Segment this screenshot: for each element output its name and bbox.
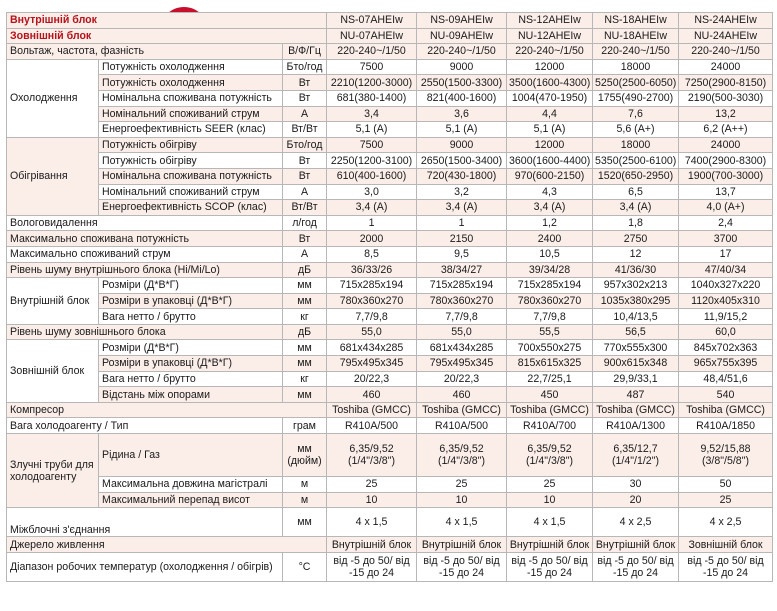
value-cell: 3,4 (A): [327, 200, 417, 216]
value-cell: 41/36/30: [593, 262, 679, 278]
unit-cell: мм: [283, 278, 327, 294]
unit-cell: Вт/Вт: [283, 122, 327, 138]
value-cell: 3500(1600-4300): [507, 75, 593, 91]
row-label: Вольтаж, частота, фазність: [7, 44, 283, 60]
unit-cell: дБ: [283, 262, 327, 278]
value-cell: 25: [679, 492, 773, 508]
value-cell: 13,7: [679, 184, 773, 200]
value-cell: 3,4 (A): [417, 200, 507, 216]
row-label: Енергоефективність SCOP (клас): [99, 200, 283, 216]
heating-row: [7, 168, 773, 184]
row-label: Потужність охолодження: [99, 75, 283, 91]
value-cell: 36/33/26: [327, 262, 417, 278]
value-cell: Toshiba (GMCC): [679, 402, 773, 418]
row-label: Номінальний споживаний струм: [99, 184, 283, 200]
refrigerant-row: [7, 418, 773, 434]
row-label: Рідина / Газ: [99, 434, 283, 477]
max-current-row: [7, 246, 773, 262]
value-cell: 3,4 (A): [507, 200, 593, 216]
value-cell: 60,0: [679, 324, 773, 340]
row-label: Вага нетто / брутто: [99, 309, 283, 325]
value-cell: 780x360x270: [507, 293, 593, 309]
value-cell: 55,0: [327, 324, 417, 340]
heating-group-label: Обігрівання: [7, 137, 99, 215]
value-cell: 8,5: [327, 246, 417, 262]
row-label: Вага холодоагенту / Тип: [7, 418, 283, 434]
unit-cell: А: [283, 106, 327, 122]
unit-cell: мм: [283, 340, 327, 356]
value-cell: 55,0: [417, 324, 507, 340]
value-cell: Toshiba (GMCC): [327, 402, 417, 418]
unit-cell: кг: [283, 371, 327, 387]
cooling-group-label: Охолодження: [7, 59, 99, 137]
indoor-model-cell: NS-18AHEIw: [593, 13, 679, 29]
value-cell: 20: [593, 492, 679, 508]
value-cell: 1900(700-3000): [679, 168, 773, 184]
value-cell: 2,4: [679, 215, 773, 231]
unit-cell: мм: [283, 387, 327, 403]
value-cell: 7,7/9,8: [327, 309, 417, 325]
value-cell: 18000: [593, 59, 679, 75]
value-cell: Внутрішній блок: [507, 537, 593, 553]
outdoor-model-cell: NU-07AHEIw: [327, 28, 417, 44]
outdoor-unit-row: [7, 387, 773, 403]
value-cell: 9,52/15,88 (3/8"/5/8"): [679, 434, 773, 477]
value-cell: 24000: [679, 137, 773, 153]
value-cell: Внутрішній блок: [327, 537, 417, 553]
value-cell: 2250(1200-3100): [327, 153, 417, 169]
heating-row: [7, 200, 773, 216]
value-cell: 1,2: [507, 215, 593, 231]
heating-row: [7, 153, 773, 169]
unit-cell: дБ: [283, 324, 327, 340]
pipes-max-length-row: [7, 477, 773, 493]
row-label: Діапазон робочих температур (охолодження / обігрів): [7, 552, 283, 581]
unit-cell: Бто/год: [283, 137, 327, 153]
unit-cell: Вт: [283, 90, 327, 106]
value-cell: 3,4 (A): [593, 200, 679, 216]
value-cell: 38/34/27: [417, 262, 507, 278]
value-cell: 720(430-1800): [417, 168, 507, 184]
value-cell: 3,4: [327, 106, 417, 122]
row-label: Рівень шуму внутрішнього блока (Hi/Mi/Lo): [7, 262, 283, 278]
value-cell: 460: [327, 387, 417, 403]
value-cell: 4 x 2,5: [679, 508, 773, 537]
unit-cell: Вт: [283, 75, 327, 91]
value-cell: 1120x405x310: [679, 293, 773, 309]
value-cell: 3600(1600-4400): [507, 153, 593, 169]
value-cell: 1,8: [593, 215, 679, 231]
value-cell: 220-240~/1/50: [417, 44, 507, 60]
temperature-range-row: [7, 552, 773, 581]
row-label: Вага нетто / брутто: [99, 371, 283, 387]
value-cell: 17: [679, 246, 773, 262]
value-cell: Toshiba (GMCC): [507, 402, 593, 418]
value-cell: 25: [507, 477, 593, 493]
value-cell: 24000: [679, 59, 773, 75]
row-label: Рівень шуму зовнішнього блока: [7, 324, 283, 340]
value-cell: Зовнішній блок: [679, 537, 773, 553]
value-cell: 12000: [507, 137, 593, 153]
value-cell: 681x434x285: [327, 340, 417, 356]
value-cell: 681(380-1400): [327, 90, 417, 106]
max-power-row: [7, 231, 773, 247]
indoor-noise-row: [7, 262, 773, 278]
value-cell: 1040x327x220: [679, 278, 773, 294]
value-cell: 6,35/12,7 (1/4"/1/2"): [593, 434, 679, 477]
value-cell: 50: [679, 477, 773, 493]
cooling-row: [7, 122, 773, 138]
row-label: Потужність обігріву: [99, 153, 283, 169]
value-cell: 220-240~/1/50: [327, 44, 417, 60]
value-cell: 6,35/9,52 (1/4"/3/8"): [507, 434, 593, 477]
value-cell: від -5 до 50/ від -15 до 24: [327, 552, 417, 581]
value-cell: Toshiba (GMCC): [593, 402, 679, 418]
value-cell: 780x360x270: [327, 293, 417, 309]
unit-cell: Бто/год: [283, 59, 327, 75]
value-cell: 7,7/9,8: [507, 309, 593, 325]
compressor-row: [7, 402, 773, 418]
value-cell: R410A/500: [417, 418, 507, 434]
value-cell: R410A/1300: [593, 418, 679, 434]
value-cell: 55,5: [507, 324, 593, 340]
value-cell: 10,5: [507, 246, 593, 262]
value-cell: 7,6: [593, 106, 679, 122]
value-cell: 540: [679, 387, 773, 403]
value-cell: 4 x 2,5: [593, 508, 679, 537]
row-label: Енергоефективність SEER (клас): [99, 122, 283, 138]
value-cell: 220-240~/1/50: [679, 44, 773, 60]
row-label: Номінальний споживаний струм: [99, 106, 283, 122]
value-cell: 5,6 (A+): [593, 122, 679, 138]
value-cell: 2650(1500-3400): [417, 153, 507, 169]
value-cell: 25: [417, 477, 507, 493]
outdoor-block-label: Зовнішній блок: [7, 28, 327, 44]
cooling-row: [7, 75, 773, 91]
value-cell: 10,4/13,5: [593, 309, 679, 325]
row-label: Максимально споживаний струм: [7, 246, 283, 262]
indoor-model-cell: NS-12AHEIw: [507, 13, 593, 29]
unit-cell: м: [283, 492, 327, 508]
indoor-unit-group-label: Внутрішній блок: [7, 278, 99, 325]
value-cell: 5250(2500-6050): [593, 75, 679, 91]
value-cell: 715x285x194: [327, 278, 417, 294]
row-label: Розміри (Д*В*Г): [99, 340, 283, 356]
dehumidification-row: [7, 215, 773, 231]
value-cell: 6,5: [593, 184, 679, 200]
value-cell: Toshiba (GMCC): [417, 402, 507, 418]
value-cell: 1520(650-2950): [593, 168, 679, 184]
value-cell: 9000: [417, 59, 507, 75]
value-cell: 795x495x345: [417, 356, 507, 372]
pipes-liquid-gas-row: [7, 434, 773, 477]
value-cell: 5,1 (A): [417, 122, 507, 138]
value-cell: 610(400-1600): [327, 168, 417, 184]
header-outdoor-row: [7, 28, 773, 44]
value-cell: 770x555x300: [593, 340, 679, 356]
value-cell: 2750: [593, 231, 679, 247]
indoor-block-label: Внутрішній блок: [7, 13, 327, 29]
value-cell: 681x434x285: [417, 340, 507, 356]
cooling-row: [7, 106, 773, 122]
value-cell: 795x495x345: [327, 356, 417, 372]
row-label: Номінальна споживана потужність: [99, 168, 283, 184]
row-label: Розміри в упаковці (Д*В*Г): [99, 356, 283, 372]
value-cell: 2190(500-3030): [679, 90, 773, 106]
value-cell: від -5 до 50/ від -15 до 24: [593, 552, 679, 581]
value-cell: 12: [593, 246, 679, 262]
row-label: Максимально споживана потужність: [7, 231, 283, 247]
indoor-model-cell: NS-07AHEIw: [327, 13, 417, 29]
unit-cell: В/Ф/Гц: [283, 44, 327, 60]
value-cell: 970(600-2150): [507, 168, 593, 184]
value-cell: 815x615x325: [507, 356, 593, 372]
unit-cell: мм: [283, 293, 327, 309]
value-cell: R410A/700: [507, 418, 593, 434]
value-cell: 29,9/33,1: [593, 371, 679, 387]
row-label: Потужність охолодження: [99, 59, 283, 75]
row-label: Компресор: [7, 402, 327, 418]
row-label: Розміри в упаковці (Д*В*Г): [99, 293, 283, 309]
unit-cell: Вт: [283, 231, 327, 247]
outdoor-unit-group-label: Зовнішній блок: [7, 340, 99, 402]
value-cell: 3,0: [327, 184, 417, 200]
power-source-row: [7, 537, 773, 553]
value-cell: 7400(2900-8300): [679, 153, 773, 169]
value-cell: 30: [593, 477, 679, 493]
value-cell: 2150: [417, 231, 507, 247]
row-label: Міжблочні з'єднання: [7, 508, 283, 537]
value-cell: 460: [417, 387, 507, 403]
value-cell: 1004(470-1950): [507, 90, 593, 106]
value-cell: 715x285x194: [507, 278, 593, 294]
row-label: Розміри (Д*В*Г): [99, 278, 283, 294]
unit-cell: л/год: [283, 215, 327, 231]
value-cell: 2400: [507, 231, 593, 247]
value-cell: 6,2 (A++): [679, 122, 773, 138]
value-cell: 10: [327, 492, 417, 508]
value-cell: 965x755x395: [679, 356, 773, 372]
outdoor-model-cell: NU-18AHEIw: [593, 28, 679, 44]
row-label: Максимальний перепад висот: [99, 492, 283, 508]
indoor-unit-row: [7, 293, 773, 309]
header-indoor-row: [7, 13, 773, 29]
row-label: Відстань між опорами: [99, 387, 283, 403]
value-cell: 48,4/51,6: [679, 371, 773, 387]
value-cell: 5,1 (A): [327, 122, 417, 138]
value-cell: 7,7/9,8: [417, 309, 507, 325]
value-cell: 3,6: [417, 106, 507, 122]
outdoor-unit-row: [7, 371, 773, 387]
unit-cell: мм: [283, 508, 327, 537]
value-cell: 39/34/28: [507, 262, 593, 278]
value-cell: 20/22,3: [327, 371, 417, 387]
outdoor-model-cell: NU-09AHEIw: [417, 28, 507, 44]
value-cell: 6,35/9,52 (1/4"/3/8"): [327, 434, 417, 477]
value-cell: 13,2: [679, 106, 773, 122]
value-cell: 1: [327, 215, 417, 231]
value-cell: 900x615x348: [593, 356, 679, 372]
row-label: Максимальна довжина магістралі: [99, 477, 283, 493]
value-cell: 1755(490-2700): [593, 90, 679, 106]
outdoor-unit-row: [7, 356, 773, 372]
indoor-unit-row: [7, 309, 773, 325]
cooling-row: [7, 90, 773, 106]
value-cell: від -5 до 50/ від -15 до 24: [417, 552, 507, 581]
value-cell: 47/40/34: [679, 262, 773, 278]
indoor-model-cell: NS-24AHEIw: [679, 13, 773, 29]
value-cell: 7250(2900-8150): [679, 75, 773, 91]
value-cell: 4 x 1,5: [507, 508, 593, 537]
value-cell: 845x702x363: [679, 340, 773, 356]
value-cell: 3700: [679, 231, 773, 247]
value-cell: R410A/1850: [679, 418, 773, 434]
row-label: Джерело живлення: [7, 537, 327, 553]
value-cell: 56,5: [593, 324, 679, 340]
row-label: Номінальна споживана потужність: [99, 90, 283, 106]
value-cell: 2000: [327, 231, 417, 247]
row-label: Потужність обігріву: [99, 137, 283, 153]
unit-cell: Вт: [283, 153, 327, 169]
unit-cell: А: [283, 246, 327, 262]
value-cell: 700x550x275: [507, 340, 593, 356]
value-cell: 715x285x194: [417, 278, 507, 294]
unit-cell: °С: [283, 552, 327, 581]
value-cell: 5350(2500-6100): [593, 153, 679, 169]
value-cell: 2550(1500-3300): [417, 75, 507, 91]
unit-cell: Вт: [283, 168, 327, 184]
outdoor-model-cell: NU-12AHEIw: [507, 28, 593, 44]
value-cell: 20/22,3: [417, 371, 507, 387]
value-cell: 487: [593, 387, 679, 403]
value-cell: 1035x380x295: [593, 293, 679, 309]
value-cell: 7500: [327, 59, 417, 75]
value-cell: 4 x 1,5: [327, 508, 417, 537]
indoor-unit-row: [7, 278, 773, 294]
value-cell: 9,5: [417, 246, 507, 262]
value-cell: 4,0 (A+): [679, 200, 773, 216]
indoor-model-cell: NS-09AHEIw: [417, 13, 507, 29]
value-cell: 18000: [593, 137, 679, 153]
value-cell: 2210(1200-3000): [327, 75, 417, 91]
value-cell: 4 x 1,5: [417, 508, 507, 537]
value-cell: 25: [327, 477, 417, 493]
value-cell: Внутрішній блок: [593, 537, 679, 553]
unit-cell: грам: [283, 418, 327, 434]
unit-cell: Вт/Вт: [283, 200, 327, 216]
value-cell: 3,2: [417, 184, 507, 200]
value-cell: від -5 до 50/ від -15 до 24: [507, 552, 593, 581]
value-cell: 4,4: [507, 106, 593, 122]
outdoor-noise-row: [7, 324, 773, 340]
value-cell: 220-240~/1/50: [507, 44, 593, 60]
cooling-row: [7, 59, 773, 75]
value-cell: 821(400-1600): [417, 90, 507, 106]
value-cell: 7500: [327, 137, 417, 153]
unit-cell: м: [283, 477, 327, 493]
row-label: Вологовидалення: [7, 215, 283, 231]
pipes-max-height-row: [7, 492, 773, 508]
value-cell: 11,9/15,2: [679, 309, 773, 325]
pipes-group-label: Злучні труби для холодоагенту: [7, 434, 99, 508]
unit-cell: кг: [283, 309, 327, 325]
spec-table: [6, 12, 773, 582]
value-cell: 450: [507, 387, 593, 403]
unit-cell: А: [283, 184, 327, 200]
outdoor-model-cell: NU-24AHEIw: [679, 28, 773, 44]
value-cell: Внутрішній блок: [417, 537, 507, 553]
value-cell: 4,3: [507, 184, 593, 200]
power-supply-row: [7, 44, 773, 60]
heating-row: [7, 184, 773, 200]
unit-cell: мм (дюйм): [283, 434, 327, 477]
value-cell: 6,35/9,52 (1/4"/3/8"): [417, 434, 507, 477]
value-cell: 12000: [507, 59, 593, 75]
value-cell: 780x360x270: [417, 293, 507, 309]
value-cell: від -5 до 50/ від -15 до 24: [679, 552, 773, 581]
value-cell: R410A/500: [327, 418, 417, 434]
value-cell: 5,1 (A): [507, 122, 593, 138]
value-cell: 9000: [417, 137, 507, 153]
outdoor-unit-row: [7, 340, 773, 356]
interconnect-row: [7, 508, 773, 537]
unit-cell: мм: [283, 356, 327, 372]
value-cell: 10: [417, 492, 507, 508]
heating-row: [7, 137, 773, 153]
value-cell: 220-240~/1/50: [593, 44, 679, 60]
value-cell: 1: [417, 215, 507, 231]
value-cell: 22,7/25,1: [507, 371, 593, 387]
value-cell: 10: [507, 492, 593, 508]
value-cell: 957x302x213: [593, 278, 679, 294]
